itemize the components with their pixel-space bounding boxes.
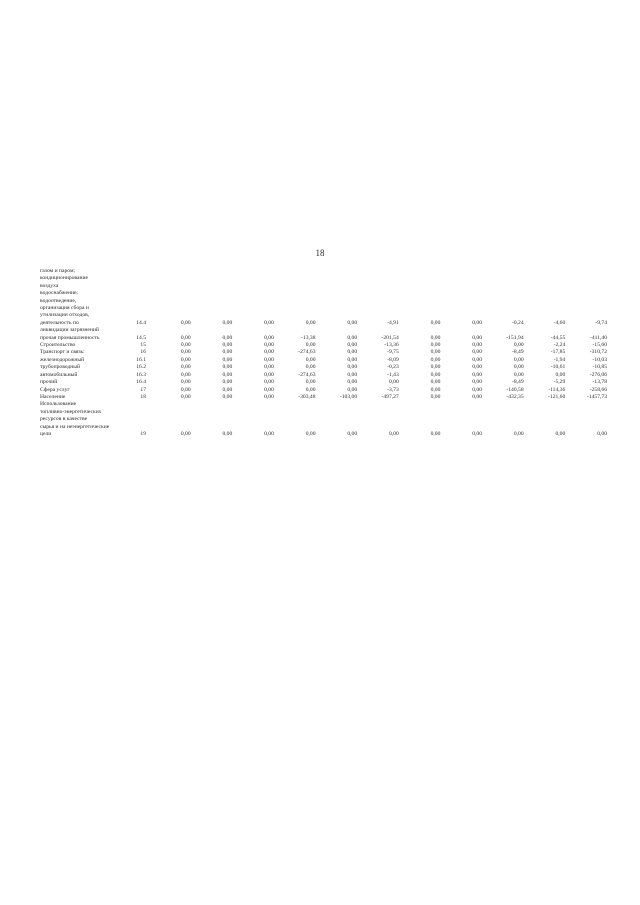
- table-cell: 0,00: [222, 379, 233, 386]
- table-cell: 0,00: [222, 342, 233, 349]
- row-label-line: кондиционирование: [40, 275, 88, 282]
- table-cell: 0,00: [472, 386, 482, 393]
- table-cell: -497,27: [381, 393, 399, 400]
- table-cell: 0,00: [305, 379, 316, 386]
- table-cell: 0,00: [222, 371, 233, 378]
- table-cell: 0,00: [430, 393, 441, 400]
- page-number: 18: [315, 248, 325, 258]
- table-cell: 0,00: [472, 342, 482, 349]
- table-cell: 0,00: [472, 334, 482, 341]
- row-label-line: ликвидации загрязнений: [40, 327, 99, 334]
- table-cell: 0,00: [180, 342, 191, 349]
- table-cell: 0,00: [180, 364, 191, 371]
- table-cell: 0,00: [347, 371, 358, 378]
- table-cell: 0,00: [180, 371, 191, 378]
- row-label-line: железнодорожный: [40, 356, 85, 363]
- table-cell: -4,60: [553, 319, 566, 326]
- table-cell: 0,00: [222, 430, 233, 437]
- table-cell: -274,63: [298, 371, 316, 378]
- table-cell: 0,00: [264, 371, 274, 378]
- table-cell: 0,00: [180, 386, 191, 393]
- row-label: [40, 327, 124, 342]
- table-cell: -13,38: [301, 334, 316, 341]
- table-cell: 0,00: [180, 356, 191, 363]
- row-label-line: водоснабжение;: [40, 290, 78, 297]
- table-cell: 0,00: [222, 319, 233, 326]
- row-label: [40, 364, 124, 371]
- row-label-line: воздуха: [40, 282, 59, 289]
- table-row: [40, 379, 610, 386]
- table-cell: -1,43: [387, 371, 399, 378]
- table-cell: 0,00: [222, 364, 233, 371]
- table-cell: 0,00: [305, 386, 316, 393]
- row-label-line: прочая промышленность: [40, 334, 100, 341]
- table-cell: 0,00: [472, 371, 482, 378]
- table-cell: -201,54: [381, 334, 399, 341]
- row-label-line: деятельность по: [40, 319, 79, 326]
- table-cell: 0,00: [430, 349, 441, 356]
- table-cell: -17,85: [550, 349, 566, 356]
- table-cell: 0,00: [513, 364, 524, 371]
- table-cell: -4,91: [387, 319, 399, 326]
- row-code: 14.4: [136, 319, 146, 326]
- table-cell: -103,00: [339, 393, 358, 400]
- table-cell: 0,00: [472, 393, 482, 400]
- row-label: [40, 342, 124, 349]
- table-cell: -10,85: [592, 364, 607, 371]
- table-cell: 0,00: [430, 371, 441, 378]
- table-cell: 0,00: [305, 342, 316, 349]
- table-row: [40, 394, 610, 401]
- table-cell: -2,24: [553, 342, 566, 349]
- table-cell: 0,00: [347, 379, 358, 386]
- table-cell: -151,94: [506, 334, 524, 341]
- row-label: [40, 372, 124, 379]
- row-label-line: Строительство: [40, 342, 76, 349]
- table-cell: 0,00: [222, 349, 233, 356]
- table-cell: 0,00: [513, 356, 524, 363]
- row-label-line: автомобильный: [40, 371, 78, 378]
- row-label: [40, 401, 124, 438]
- row-label-line: Сфера услуг: [40, 386, 70, 393]
- table-body: [40, 268, 610, 438]
- table-cell: 0,00: [597, 430, 607, 437]
- table-cell: 0,00: [555, 371, 566, 378]
- table-cell: 0,00: [472, 364, 482, 371]
- table-cell: -3,73: [387, 386, 399, 393]
- table-cell: 0,00: [347, 356, 358, 363]
- table-cell: 0,00: [513, 371, 524, 378]
- table-cell: 0,00: [264, 319, 274, 326]
- table-cell: -303,48: [298, 393, 316, 400]
- table-cell: 0,00: [180, 430, 191, 437]
- energy-balance-table: [40, 268, 610, 438]
- table-cell: -258,66: [589, 386, 607, 393]
- table-row: [40, 349, 610, 356]
- row-code: 18: [140, 393, 146, 400]
- table-cell: 0,00: [513, 342, 524, 349]
- table-cell: 0,00: [347, 386, 358, 393]
- table-cell: -411,40: [589, 334, 607, 341]
- table-cell: 0,00: [347, 349, 358, 356]
- table-cell: -114,36: [548, 386, 566, 393]
- table-cell: 0,00: [222, 356, 233, 363]
- row-label-line: организация сбора и: [40, 305, 89, 312]
- row-code: 19: [140, 430, 146, 437]
- table-cell: 0,00: [430, 430, 441, 437]
- table-cell: 0,00: [347, 364, 358, 371]
- table-cell: -140,58: [506, 386, 524, 393]
- table-cell: 0,00: [430, 379, 441, 386]
- table-cell: 0,00: [180, 319, 191, 326]
- row-code: 16.4: [136, 379, 146, 386]
- table-cell: -9,75: [387, 349, 399, 356]
- table-cell: 0,00: [555, 430, 566, 437]
- table-cell: -44,55: [550, 334, 566, 341]
- table-cell: 0,00: [472, 356, 482, 363]
- row-label-line: Использование: [40, 401, 77, 408]
- table-cell: 0,00: [388, 379, 399, 386]
- table-cell: 0,00: [180, 334, 191, 341]
- table-cell: 0,00: [222, 334, 233, 341]
- table-row: [40, 372, 610, 379]
- table-cell: 0,00: [472, 349, 482, 356]
- row-label-line: водоотведение,: [40, 297, 77, 304]
- row-code: 16.2: [136, 364, 146, 371]
- row-label-line: Население: [40, 393, 66, 400]
- table-cell: 0,00: [305, 356, 316, 363]
- row-code: 17: [140, 386, 146, 393]
- row-code: 16.1: [136, 356, 146, 363]
- table-cell: -15,60: [592, 342, 607, 349]
- table-cell: -13,36: [384, 342, 399, 349]
- table-row: [40, 387, 610, 394]
- table-cell: -310,72: [589, 349, 607, 356]
- table-cell: 0,00: [388, 430, 399, 437]
- table-cell: 0,00: [347, 342, 358, 349]
- table-cell: 0,00: [347, 334, 358, 341]
- row-label-line: цели: [40, 430, 52, 437]
- row-label: [40, 349, 124, 356]
- table-cell: -0,24: [511, 319, 524, 326]
- table-cell: -5,29: [553, 379, 566, 386]
- row-label-line: прочий: [40, 379, 58, 386]
- table-row: [40, 364, 610, 371]
- table-cell: 0,00: [264, 356, 274, 363]
- row-label: [40, 394, 124, 401]
- table-cell: -8,49: [511, 379, 524, 386]
- table-cell: -8,49: [511, 349, 524, 356]
- table-cell: 0,00: [430, 319, 441, 326]
- table-row: [40, 342, 610, 349]
- table-cell: 0,00: [222, 393, 233, 400]
- row-label: [40, 268, 124, 327]
- row-label: [40, 379, 124, 386]
- table-cell: 0,00: [513, 430, 524, 437]
- table-cell: -0,23: [387, 364, 399, 371]
- table-cell: 0,00: [472, 430, 482, 437]
- table-cell: 0,00: [472, 379, 482, 386]
- table-cell: 0,00: [180, 349, 191, 356]
- table-cell: 0,00: [264, 349, 274, 356]
- row-label-line: утилизации отходов,: [40, 312, 90, 319]
- table-row: [40, 401, 610, 438]
- row-code: 16: [140, 349, 146, 356]
- table-cell: -13,78: [592, 379, 607, 386]
- table-cell: -274,63: [298, 349, 316, 356]
- table-cell: 0,00: [264, 334, 274, 341]
- table-cell: 0,00: [180, 379, 191, 386]
- table-row: [40, 357, 610, 364]
- table-cell: 0,00: [264, 342, 274, 349]
- table-cell: 0,00: [305, 430, 316, 437]
- table-cell: -8,09: [387, 356, 399, 363]
- row-code: 16.3: [136, 371, 146, 378]
- table-cell: 0,00: [222, 386, 233, 393]
- table-cell: 0,00: [264, 393, 274, 400]
- table-cell: 0,00: [305, 364, 316, 371]
- table-cell: 0,00: [264, 379, 274, 386]
- table-cell: 0,00: [430, 356, 441, 363]
- table-cell: -432,35: [506, 393, 524, 400]
- table-cell: -1,94: [553, 356, 566, 363]
- table-cell: -1457,73: [586, 393, 607, 400]
- row-label-line: трубопроводный: [40, 364, 81, 371]
- table-cell: 0,00: [305, 319, 316, 326]
- table-cell: -9,74: [595, 319, 607, 326]
- table-cell: 0,00: [430, 364, 441, 371]
- table-cell: -121,60: [548, 393, 566, 400]
- table-cell: -10,61: [550, 364, 566, 371]
- table-cell: 0,00: [347, 430, 358, 437]
- row-label-line: газом и паром;: [40, 268, 76, 274]
- row-label: [40, 387, 124, 394]
- table-cell: 0,00: [264, 430, 274, 437]
- row-code: 15: [140, 342, 146, 349]
- row-code: 14.5: [136, 334, 146, 341]
- row-label-line: ресурсов в качестве: [40, 416, 88, 423]
- row-label-line: топливно-энергетических: [40, 408, 102, 415]
- table-cell: 0,00: [347, 319, 358, 326]
- table-row: [40, 268, 610, 327]
- table-cell: 0,00: [472, 319, 482, 326]
- table-cell: 0,00: [180, 393, 191, 400]
- table-cell: 0,00: [430, 386, 441, 393]
- table-cell: -10,03: [592, 356, 607, 363]
- row-label-line: Транспорт и связь:: [40, 349, 85, 356]
- table-cell: 0,00: [430, 342, 441, 349]
- table-cell: 0,00: [430, 334, 441, 341]
- table-cell: 0,00: [264, 386, 274, 393]
- table-cell: -276,06: [589, 371, 607, 378]
- table-row: [40, 327, 610, 342]
- table-cell: 0,00: [264, 364, 274, 371]
- row-label-line: сырья и на неэнергетические: [40, 423, 110, 430]
